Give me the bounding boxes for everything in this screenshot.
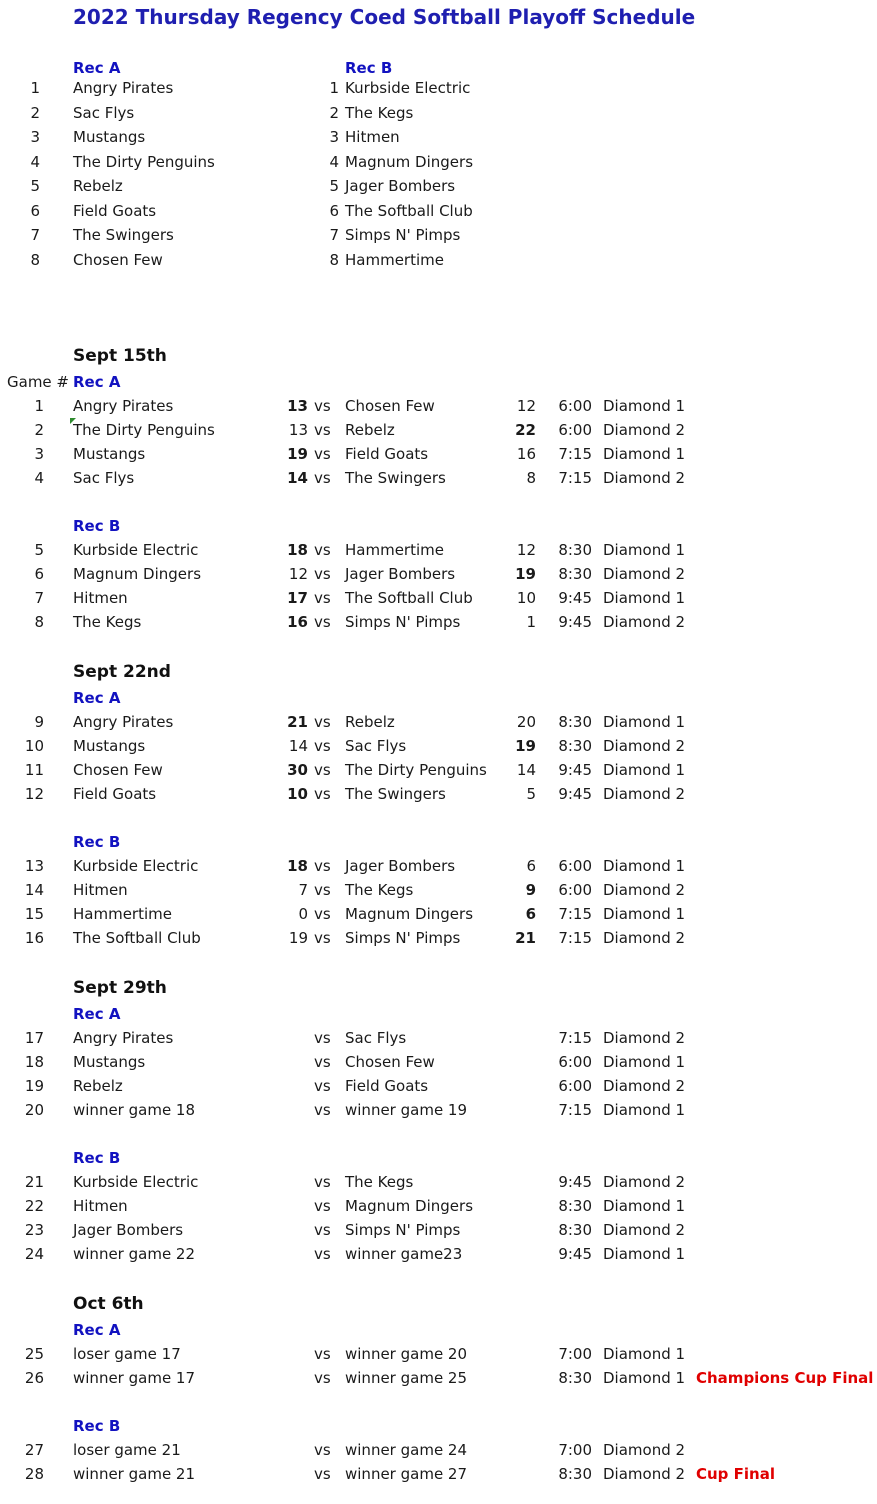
away-score: 5 [526, 785, 536, 803]
rec-b-team-name: The Softball Club [345, 201, 473, 220]
home-team: Kurbside Electric [73, 857, 199, 875]
game-number: 3 [34, 445, 44, 463]
game-time: 8:30 [558, 541, 592, 559]
rec-a-team-name: Sac Flys [73, 103, 135, 122]
away-score: 6 [525, 905, 536, 923]
home-team: Jager Bombers [73, 1221, 184, 1239]
rec-b-team-name: Hammertime [345, 250, 444, 269]
away-team: Sac Flys [345, 1029, 407, 1047]
home-score: 10 [287, 785, 308, 803]
away-score: 19 [515, 737, 536, 755]
game-time: 9:45 [558, 1173, 592, 1191]
vs-label: vs [314, 1053, 331, 1071]
rec-a-seed: 4 [30, 152, 40, 171]
game-time: 6:00 [558, 1053, 592, 1071]
game-number: 14 [24, 881, 44, 899]
game-number: 21 [24, 1173, 44, 1191]
division-heading: Rec A [73, 1005, 121, 1023]
game-number: 6 [34, 565, 44, 583]
rec-a-team-name: Angry Pirates [73, 79, 174, 97]
rec-a-team-name: Mustangs [73, 128, 146, 146]
away-score: 12 [516, 397, 536, 415]
final-label: Cup Final [696, 1465, 775, 1483]
home-team: winner game 18 [73, 1101, 196, 1119]
away-score: 9 [525, 881, 536, 899]
diamond-field: Diamond 2 [603, 1441, 686, 1459]
rec-a-seed: 1 [30, 79, 40, 97]
vs-label: vs [314, 785, 331, 803]
away-team: winner game 20 [345, 1345, 468, 1363]
rec-a-team-name: The Dirty Penguins [73, 152, 215, 171]
vs-label: vs [314, 1221, 331, 1239]
game-time: 8:30 [558, 1369, 592, 1387]
page-title: 2022 Thursday Regency Coed Softball Playoff Schedule [73, 5, 696, 29]
diamond-field: Diamond 2 [603, 1173, 686, 1191]
vs-label: vs [314, 1173, 331, 1191]
vs-label: vs [314, 565, 331, 583]
diamond-field: Diamond 1 [603, 589, 686, 607]
away-team: winner game 25 [345, 1369, 468, 1387]
away-score: 8 [526, 469, 536, 487]
division-heading: Rec A [73, 1321, 121, 1339]
away-team: Field Goats [345, 445, 429, 463]
diamond-field: Diamond 1 [603, 1345, 686, 1363]
vs-label: vs [314, 1077, 331, 1095]
home-team: winner game 17 [73, 1369, 196, 1387]
vs-label: vs [314, 469, 331, 487]
rec-a-seed: 7 [30, 226, 40, 244]
diamond-field: Diamond 1 [603, 761, 686, 779]
game-number: 5 [34, 541, 44, 559]
game-time: 7:15 [558, 1029, 592, 1047]
vs-label: vs [314, 761, 331, 779]
diamond-field: Diamond 2 [603, 613, 686, 631]
game-number: 11 [24, 761, 44, 779]
vs-label: vs [314, 881, 331, 899]
game-number: 28 [24, 1465, 44, 1483]
away-team: Rebelz [345, 421, 395, 439]
home-team: loser game 17 [73, 1345, 181, 1363]
game-time: 8:30 [558, 737, 592, 755]
vs-label: vs [314, 589, 331, 607]
division-heading: Rec A [73, 373, 121, 391]
home-score: 13 [288, 421, 308, 439]
vs-label: vs [314, 421, 331, 439]
game-number: 26 [24, 1369, 44, 1387]
home-score: 30 [287, 761, 308, 779]
game-number: 13 [24, 857, 44, 875]
away-score: 22 [515, 421, 536, 439]
away-team: winner game 19 [345, 1101, 468, 1119]
diamond-field: Diamond 1 [603, 445, 686, 463]
rec-b-team-name: The Kegs [345, 103, 414, 122]
game-time: 7:15 [558, 445, 592, 463]
game-time: 7:15 [558, 469, 592, 487]
away-score: 6 [526, 857, 536, 875]
rec-b-seed: 1 [329, 79, 339, 97]
home-score: 14 [288, 737, 308, 755]
diamond-field: Diamond 1 [603, 397, 686, 415]
diamond-field: Diamond 1 [603, 1101, 686, 1119]
game-number: 24 [24, 1245, 44, 1263]
home-team: Mustangs [73, 445, 146, 463]
vs-label: vs [314, 1369, 331, 1387]
rec-b-seed: 6 [329, 201, 339, 220]
rec-a-seed: 8 [30, 250, 40, 269]
game-time: 6:00 [558, 397, 592, 415]
home-team: winner game 21 [73, 1465, 196, 1483]
home-team: Angry Pirates [73, 713, 174, 731]
rec-b-standings-heading: Rec B [345, 59, 393, 77]
home-score: 7 [298, 881, 308, 899]
division-heading: Rec B [73, 833, 121, 851]
away-team: winner game 24 [345, 1441, 468, 1459]
diamond-field: Diamond 2 [603, 565, 686, 583]
game-number: 10 [24, 737, 44, 755]
home-team: Mustangs [73, 737, 146, 755]
diamond-field: Diamond 1 [603, 1369, 686, 1387]
rec-b-team-name: Simps N' Pimps [345, 226, 461, 244]
game-number: 15 [24, 905, 44, 923]
home-team: Hammertime [73, 905, 172, 923]
home-score: 18 [287, 541, 308, 559]
game-time: 7:15 [558, 929, 592, 947]
away-score: 16 [516, 445, 536, 463]
game-number: 8 [34, 613, 44, 631]
game-number: 4 [34, 469, 44, 487]
game-time: 8:30 [558, 1465, 592, 1483]
away-team: The Kegs [345, 1173, 414, 1191]
game-time: 7:00 [558, 1441, 592, 1459]
game-time: 6:00 [558, 881, 592, 899]
home-team: The Kegs [73, 613, 142, 631]
rec-a-seed: 6 [30, 201, 40, 220]
game-time: 7:15 [558, 905, 592, 923]
away-team: Jager Bombers [345, 857, 456, 875]
away-score: 14 [516, 761, 536, 779]
home-team: Kurbside Electric [73, 541, 199, 559]
home-score: 14 [287, 469, 308, 487]
rec-b-seed: 8 [329, 250, 339, 269]
away-team: Sac Flys [345, 737, 407, 755]
home-score: 13 [287, 397, 308, 415]
away-team: Field Goats [345, 1077, 429, 1095]
game-number: 17 [24, 1029, 44, 1047]
rec-a-seed: 2 [30, 103, 40, 122]
away-team: Magnum Dingers [345, 905, 474, 923]
vs-label: vs [314, 397, 331, 415]
home-score: 0 [298, 905, 308, 923]
diamond-field: Diamond 1 [603, 905, 686, 923]
diamond-field: Diamond 1 [603, 713, 686, 731]
game-number-header: Game # [7, 373, 69, 391]
away-score: 1 [526, 613, 536, 631]
game-time: 7:00 [558, 1345, 592, 1363]
diamond-field: Diamond 2 [603, 785, 686, 803]
rec-a-team-name: Rebelz [73, 177, 123, 195]
game-time: 9:45 [558, 589, 592, 607]
vs-label: vs [314, 737, 331, 755]
home-team: Field Goats [73, 785, 157, 803]
week-date-heading: Sept 29th [73, 978, 167, 998]
vs-label: vs [314, 1465, 331, 1483]
home-score: 18 [287, 857, 308, 875]
home-score: 17 [287, 589, 308, 607]
away-score: 10 [516, 589, 536, 607]
rec-b-team-name: Magnum Dingers [345, 152, 474, 171]
rec-a-team-name: Field Goats [73, 201, 157, 220]
diamond-field: Diamond 1 [603, 1053, 686, 1071]
rec-b-seed: 3 [329, 128, 339, 146]
home-team: Hitmen [73, 881, 128, 899]
away-team: Simps N' Pimps [345, 1221, 461, 1239]
final-label: Champions Cup Final [696, 1369, 874, 1387]
vs-label: vs [314, 1029, 331, 1047]
rec-b-team-name: Jager Bombers [345, 177, 456, 195]
rec-a-team-name: The Swingers [73, 226, 174, 244]
vs-label: vs [314, 905, 331, 923]
vs-label: vs [314, 1197, 331, 1215]
away-team: winner game23 [345, 1245, 463, 1263]
vs-label: vs [314, 1345, 331, 1363]
cell-comment-marker [70, 418, 76, 424]
diamond-field: Diamond 2 [603, 421, 686, 439]
away-team: The Kegs [345, 881, 414, 899]
away-team: winner game 27 [345, 1465, 468, 1483]
away-team: Hammertime [345, 541, 444, 559]
rec-b-seed: 2 [329, 103, 339, 122]
away-team: Magnum Dingers [345, 1197, 474, 1215]
vs-label: vs [314, 1441, 331, 1459]
home-score: 19 [287, 445, 308, 463]
game-time: 9:45 [558, 761, 592, 779]
away-score: 20 [516, 713, 536, 731]
home-score: 12 [288, 565, 308, 583]
game-number: 12 [24, 785, 44, 803]
game-number: 20 [24, 1101, 44, 1119]
home-team: Rebelz [73, 1077, 123, 1095]
vs-label: vs [314, 541, 331, 559]
game-time: 8:30 [558, 713, 592, 731]
home-team: Angry Pirates [73, 1029, 174, 1047]
division-heading: Rec B [73, 517, 121, 535]
game-time: 9:45 [558, 785, 592, 803]
game-number: 1 [34, 397, 44, 415]
diamond-field: Diamond 1 [603, 1245, 686, 1263]
away-score: 19 [515, 565, 536, 583]
home-team: Sac Flys [73, 469, 135, 487]
division-heading: Rec B [73, 1417, 121, 1435]
home-team: Hitmen [73, 589, 128, 607]
game-time: 7:15 [558, 1101, 592, 1119]
game-number: 7 [34, 589, 44, 607]
vs-label: vs [314, 857, 331, 875]
home-team: The Softball Club [73, 929, 201, 947]
diamond-field: Diamond 2 [603, 1029, 686, 1047]
away-team: Chosen Few [345, 397, 435, 415]
home-score: 16 [287, 613, 308, 631]
game-time: 6:00 [558, 1077, 592, 1095]
game-time: 8:30 [558, 565, 592, 583]
away-team: The Softball Club [345, 589, 473, 607]
home-team: Angry Pirates [73, 397, 174, 415]
diamond-field: Diamond 2 [603, 737, 686, 755]
vs-label: vs [314, 713, 331, 731]
home-team: Kurbside Electric [73, 1173, 199, 1191]
rec-b-seed: 7 [329, 226, 339, 244]
game-number: 23 [24, 1221, 44, 1239]
game-time: 6:00 [558, 857, 592, 875]
away-team: Rebelz [345, 713, 395, 731]
diamond-field: Diamond 1 [603, 857, 686, 875]
home-team: Chosen Few [73, 761, 163, 779]
vs-label: vs [314, 445, 331, 463]
home-score: 19 [288, 929, 308, 947]
home-team: winner game 22 [73, 1245, 196, 1263]
diamond-field: Diamond 1 [603, 541, 686, 559]
vs-label: vs [314, 1101, 331, 1119]
game-time: 8:30 [558, 1221, 592, 1239]
game-number: 19 [24, 1077, 44, 1095]
away-score: 12 [516, 541, 536, 559]
rec-a-standings-heading: Rec A [73, 59, 121, 77]
away-team: Chosen Few [345, 1053, 435, 1071]
diamond-field: Diamond 2 [603, 929, 686, 947]
rec-b-team-name: Kurbside Electric [345, 79, 471, 97]
game-time: 8:30 [558, 1197, 592, 1215]
away-team: The Swingers [345, 469, 446, 487]
division-heading: Rec A [73, 689, 121, 707]
away-team: Simps N' Pimps [345, 613, 461, 631]
home-team: Magnum Dingers [73, 565, 202, 583]
week-date-heading: Oct 6th [73, 1294, 144, 1314]
rec-a-seed: 5 [30, 177, 40, 195]
away-team: The Swingers [345, 785, 446, 803]
week-date-heading: Sept 22nd [73, 662, 171, 682]
rec-a-team-name: Chosen Few [73, 250, 163, 269]
diamond-field: Diamond 2 [603, 1465, 686, 1483]
game-number: 18 [24, 1053, 44, 1071]
game-number: 2 [34, 421, 44, 439]
diamond-field: Diamond 2 [603, 469, 686, 487]
game-number: 25 [24, 1345, 44, 1363]
game-number: 16 [24, 929, 44, 947]
game-time: 9:45 [558, 613, 592, 631]
home-team: Mustangs [73, 1053, 146, 1071]
rec-b-seed: 5 [329, 177, 339, 195]
vs-label: vs [314, 1245, 331, 1263]
rec-a-seed: 3 [30, 128, 40, 146]
vs-label: vs [314, 929, 331, 947]
rec-b-team-name: Hitmen [345, 128, 400, 146]
division-heading: Rec B [73, 1149, 121, 1167]
home-team: loser game 21 [73, 1441, 181, 1459]
away-team: Jager Bombers [345, 565, 456, 583]
game-number: 9 [34, 713, 44, 731]
away-team: Simps N' Pimps [345, 929, 461, 947]
game-time: 6:00 [558, 421, 592, 439]
diamond-field: Diamond 2 [603, 1221, 686, 1239]
diamond-field: Diamond 2 [603, 881, 686, 899]
vs-label: vs [314, 613, 331, 631]
diamond-field: Diamond 2 [603, 1077, 686, 1095]
home-team: Hitmen [73, 1197, 128, 1215]
away-score: 21 [515, 929, 536, 947]
game-number: 22 [24, 1197, 44, 1215]
home-score: 21 [287, 713, 308, 731]
diamond-field: Diamond 1 [603, 1197, 686, 1215]
week-date-heading: Sept 15th [73, 346, 167, 366]
rec-b-seed: 4 [329, 152, 339, 171]
home-team: The Dirty Penguins [73, 421, 215, 439]
game-time: 9:45 [558, 1245, 592, 1263]
away-team: The Dirty Penguins [345, 761, 487, 779]
game-number: 27 [24, 1441, 44, 1459]
